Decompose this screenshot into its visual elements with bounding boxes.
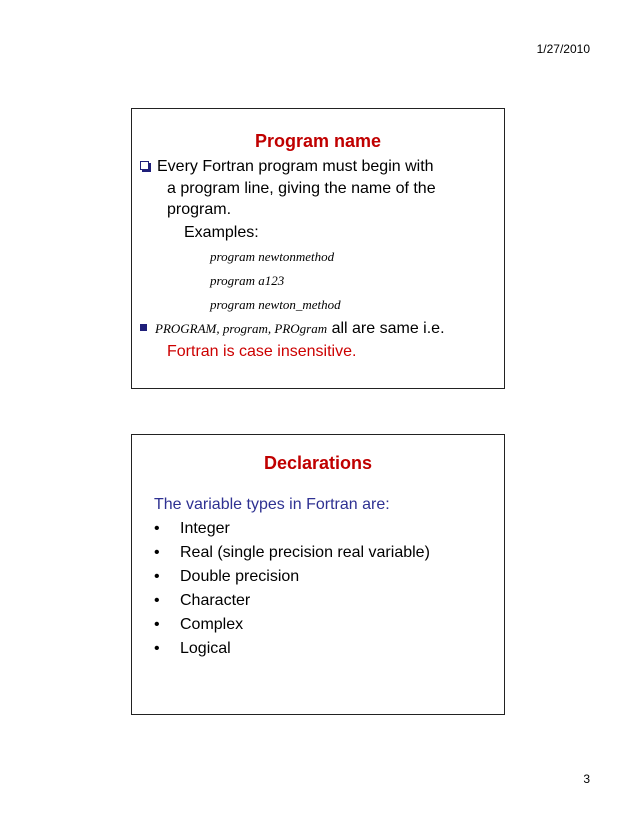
slide-title: Declarations: [263, 453, 373, 473]
bullet-line: Every Fortran program must begin with: [140, 157, 434, 177]
list-item: • Integer: [154, 520, 230, 537]
slide-title: Program name: [254, 131, 382, 151]
example-item: program newtonmethod: [210, 249, 335, 264]
case-insensitive-note: Fortran is case insensitive.: [167, 343, 357, 360]
date-header: 1/27/2010: [536, 42, 590, 56]
bullet-line: program.: [167, 201, 232, 218]
bullet-line: a program line, giving the name of the: [167, 180, 436, 197]
page-number: 3: [583, 772, 590, 786]
list-item: • Real (single precision real variable): [154, 544, 430, 561]
intro-line: The variable types in Fortran are:: [154, 496, 390, 513]
square-bullet-icon: [140, 324, 147, 331]
slide-program-name: [131, 108, 505, 389]
list-item: • Logical: [154, 640, 231, 657]
list-item: • Complex: [154, 616, 244, 633]
bullet-line: PROGRAM, program, PROgram all are same i.e.: [140, 319, 445, 339]
example-item: program newton_method: [210, 297, 341, 312]
slide-declarations: [131, 434, 505, 715]
examples-label: Examples:: [184, 224, 259, 241]
checkbox-bullet-icon: [140, 161, 149, 170]
list-item: • Double precision: [154, 568, 300, 585]
example-item: program a123: [210, 273, 285, 288]
list-item: • Character: [154, 592, 251, 609]
